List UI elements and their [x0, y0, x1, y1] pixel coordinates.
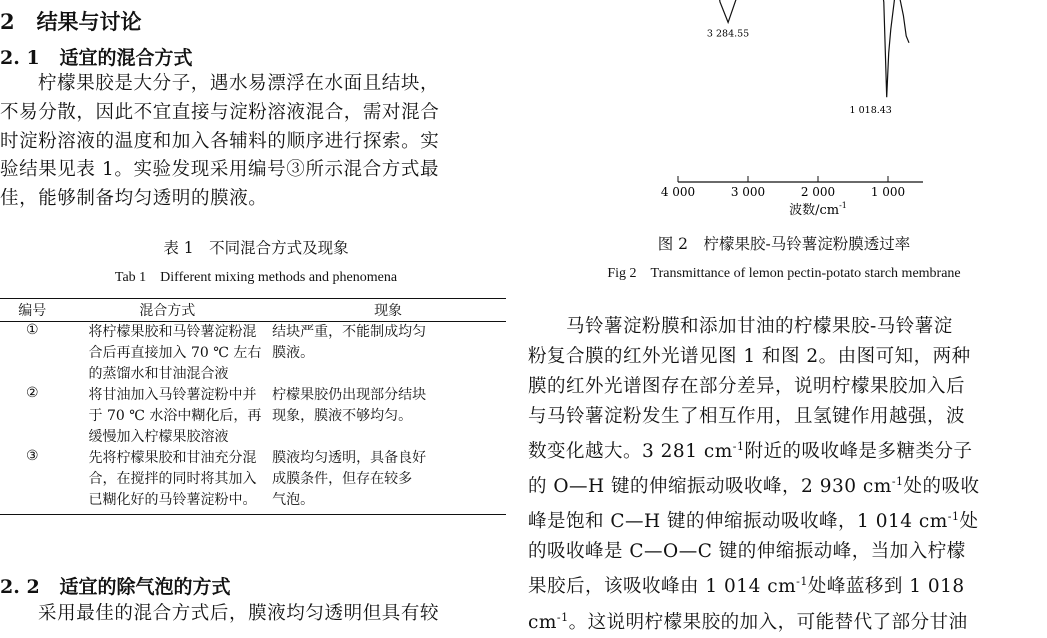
text-fragment: 附近的吸收峰是多糖类分子	[744, 441, 973, 463]
phenomenon-line: 柠檬果胶仍出现部分结块	[272, 387, 427, 403]
subsection-heading-1	[0, 43, 193, 70]
mixing-methods-table	[0, 298, 506, 515]
subsection-number: 2. 1	[0, 47, 40, 69]
paragraph-mixing	[0, 70, 506, 214]
row-phenomenon	[270, 322, 506, 386]
row-number: ①	[25, 322, 39, 338]
subsection-title: 适宜的除气泡的方式	[59, 576, 231, 598]
x-tick-label: 3 000	[730, 185, 766, 199]
text-line: 膜的红外光谱图存在部分差异，说明柠檬果胶加入后	[528, 376, 966, 397]
text-fragment: 数变化越大。3 281 cm	[528, 441, 733, 463]
figure-caption-cn: 图 2 柠檬果胶-马铃薯淀粉膜透过率	[657, 235, 911, 253]
text-line: 佳，能够制备均匀透明的膜液。	[0, 188, 268, 210]
method-line: 合，在搅拌的同时将其加入	[88, 471, 257, 487]
text-line	[528, 502, 1040, 537]
method-line: 将甘油加入马铃薯淀粉中并	[88, 387, 257, 403]
superscript: -1	[796, 575, 808, 589]
method-line: 先将柠檬果胶和甘油充分混	[88, 450, 257, 466]
text-line: 柠檬果胶是大分子，遇水易漂浮在水面且结块，	[38, 73, 440, 94]
phenomenon-line: 气泡。	[272, 492, 315, 508]
paragraph-infrared	[528, 312, 1040, 638]
text-line	[528, 467, 1040, 502]
text-fragment: 的 O—H 键的伸缩振动吸收峰，2 930 cm	[528, 476, 892, 498]
row-number: ②	[25, 385, 39, 401]
text-fragment: 处峰蓝移到 1 018	[807, 576, 965, 598]
subsection-number: 2. 2	[0, 576, 40, 598]
paragraph-bubbles	[0, 600, 506, 629]
x-tick-label: 1 000	[870, 185, 906, 199]
text-fragment: 处	[959, 511, 979, 533]
text-line	[528, 567, 1040, 602]
text-line: 与马铃薯淀粉发生了相互作用，且氢键作用越强，波	[528, 406, 966, 427]
text-fragment: 处的吸收	[903, 476, 980, 498]
superscript: -1	[947, 510, 960, 524]
peak-annotation: 1 018.43	[849, 105, 892, 117]
ir-spectrum-chart	[660, 0, 966, 222]
phenomenon-line: 膜液均匀透明，具备良好	[272, 450, 427, 466]
header-phenomenon: 现象	[270, 299, 506, 322]
row-method	[65, 385, 271, 448]
x-axis-label: 波数$/cm^{-1}$	[789, 201, 847, 218]
header-method: 混合方式	[65, 299, 271, 322]
row-number: ③	[0, 448, 65, 515]
subsection-title: 适宜的混合方式	[59, 47, 193, 69]
text-line	[528, 603, 1040, 638]
text-fragment: 果胶后，该吸收峰由 1 014 cm	[528, 576, 797, 598]
text-line: 验结果见表 1。实验发现采用编号③所示混合方式最	[0, 159, 440, 181]
superscript: -1	[556, 610, 569, 624]
method-line: 将柠檬果胶和马铃薯淀粉混	[88, 324, 257, 340]
table-caption-cn: 表 1 不同混合方式及现象	[163, 239, 349, 257]
x-axis-label-superscript: -1	[839, 201, 847, 210]
figure-caption-en: Fig 2 Transmittance of lemon pectin-potato starch membrane	[607, 266, 961, 281]
x-tick-label: 4 000	[660, 185, 696, 199]
phenomenon-line: 现象，膜液不够均匀。	[272, 408, 413, 424]
section-title: 结果与讨论	[36, 9, 142, 34]
superscript: -1	[732, 440, 745, 453]
x-tick-label: 2 000	[800, 185, 836, 199]
table-row	[0, 448, 506, 515]
method-line: 缓慢加入柠檬果胶溶液	[88, 429, 229, 445]
text-line: 时淀粉溶液的温度和加入各辅料的顺序进行探索。实	[0, 130, 440, 152]
superscript: -1	[891, 475, 904, 489]
row-phenomenon	[270, 448, 506, 515]
section-number: 2	[0, 9, 15, 34]
method-line: 已糊化好的马铃薯淀粉中。	[88, 492, 257, 508]
table-caption-en: Tab 1 Different mixing methods and phenomena	[114, 270, 398, 285]
phenomenon-line: 膜液。	[272, 345, 315, 361]
section-heading	[0, 6, 142, 36]
text-fragment: 。这说明柠檬果胶的加入，可能替代了部分甘油	[568, 611, 968, 633]
phenomenon-line: 成膜条件，但存在较多	[272, 471, 413, 487]
phenomenon-line: 结块严重，不能制成均匀	[272, 324, 427, 340]
row-method	[65, 322, 271, 386]
text-line: 的吸收峰是 C—O—C 键的伸缩振动峰，当加入柠檬	[528, 541, 966, 563]
text-line: 不易分散，因此不宜直接与淀粉溶液混合，需对混合	[0, 101, 440, 123]
table-header-row	[0, 299, 506, 322]
spectrum-series-line	[678, 0, 909, 97]
text-line: 采用最佳的混合方式后，膜液均匀透明但具有较	[38, 603, 440, 624]
header-number: 编号	[0, 299, 65, 322]
text-line	[528, 432, 1040, 467]
text-fragment: 峰是饱和 C—H 键的伸缩振动吸收峰，1 014 cm	[528, 511, 948, 533]
method-line: 合后再直接加入 70 ℃ 左右	[88, 345, 262, 361]
text-fragment: cm	[528, 611, 557, 633]
text-line: 粉复合膜的红外光谱见图 1 和图 2。由图可知，两种	[528, 346, 971, 367]
peak-annotation: 3 284.55	[706, 28, 750, 40]
row-method	[65, 448, 271, 515]
subsection-heading-2	[0, 572, 231, 599]
method-line: 的蒸馏水和甘油混合液	[88, 366, 229, 382]
table-row	[0, 385, 506, 448]
table-row	[0, 322, 506, 386]
text-line: 马铃薯淀粉膜和添加甘油的柠檬果胶-马铃薯淀	[566, 316, 953, 337]
method-line: 于 70 ℃ 水浴中糊化后，再	[88, 408, 262, 424]
row-phenomenon	[270, 385, 506, 448]
